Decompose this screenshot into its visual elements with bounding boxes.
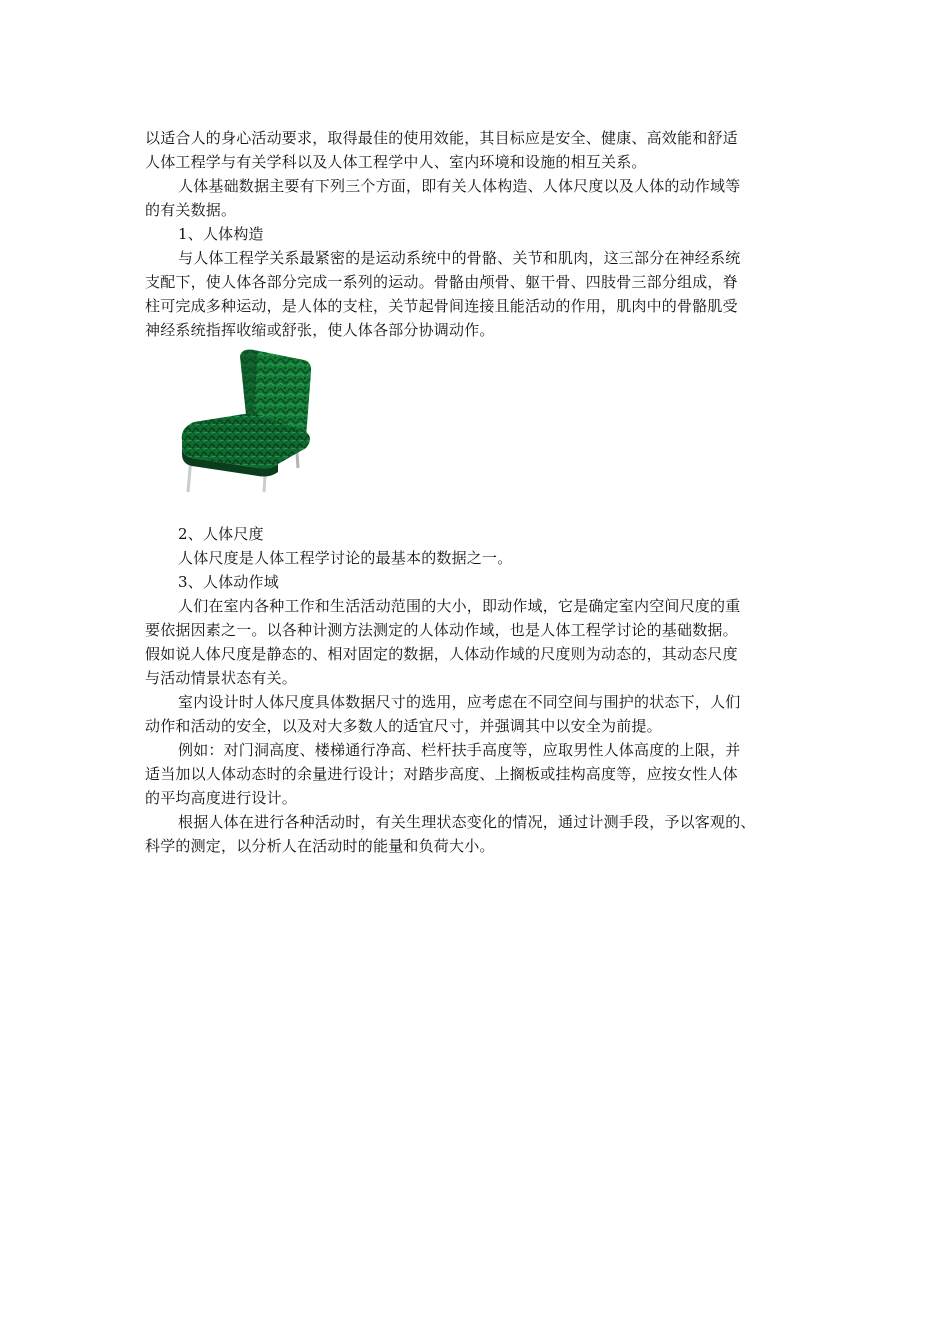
text-line: 室内设计时人体尺度具体数据尺寸的选用，应考虑在不同空间与围护的状态下，人们 (178, 693, 741, 711)
text-line: 以适合人的身心活动要求，取得最佳的使用效能，其目标应是安全、健康、高效能和舒适 (145, 129, 738, 147)
paragraph-block-dimensions (145, 522, 825, 858)
text-line: 柱可完成多种运动，是人体的支柱，关节起骨间连接且能活动的作用，肌肉中的骨骼肌受 (145, 297, 738, 315)
text-line: 1、人体构造 (178, 225, 264, 243)
text-line: 适当加以人体动态时的余量进行设计；对踏步高度、上搁板或挂构高度等，应按女性人体 (145, 765, 738, 783)
text-line: 的有关数据。 (145, 201, 237, 219)
text-line: 要依据因素之一。以各种计测方法测定的人体动作域，也是人体工程学讨论的基础数据。 (145, 621, 738, 639)
text-line: 3、人体动作域 (178, 573, 279, 591)
text-line: 支配下，使人体各部分完成一系列的运动。骨骼由颅骨、躯干骨、四肢骨三部分组成，脊 (145, 273, 738, 291)
text-line: 的平均高度进行设计。 (145, 789, 298, 807)
text-line: 人们在室内各种工作和生活活动范围的大小，即动作域，它是确定室内空间尺度的重 (178, 597, 741, 615)
text-line: 人体工程学与有关学科以及人体工程学中人、室内环境和设施的相互关系。 (145, 153, 647, 171)
text-line: 2、人体尺度 (178, 525, 264, 543)
document-body (145, 126, 825, 858)
chair-figure (178, 346, 318, 496)
green-chair-icon (178, 346, 318, 496)
text-line: 科学的测定，以分析人在活动时的能量和负荷大小。 (145, 837, 495, 855)
text-line: 假如说人体尺度是静态的、相对固定的数据，人体动作域的尺度则为动态的，其动态尺度 (145, 645, 738, 663)
paragraph-block-intro (145, 126, 825, 342)
text-line: 人体基础数据主要有下列三个方面，即有关人体构造、人体尺度以及人体的动作域等 (178, 177, 741, 195)
text-line: 动作和活动的安全，以及对大多数人的适宜尺寸，并强调其中以安全为前提。 (145, 717, 662, 735)
text-line: 与人体工程学关系最紧密的是运动系统中的骨骼、关节和肌肉，这三部分在神经系统 (178, 249, 741, 267)
text-line: 根据人体在进行各种活动时，有关生理状态变化的情况，通过计测手段，予以客观的、 (178, 813, 756, 831)
text-line: 例如：对门洞高度、楼梯通行净高、栏杆扶手高度等，应取男性人体高度的上限，并 (178, 741, 741, 759)
text-line: 人体尺度是人体工程学讨论的最基本的数据之一。 (178, 549, 513, 567)
text-line: 神经系统指挥收缩或舒张，使人体各部分协调动作。 (145, 321, 495, 339)
text-line: 与活动情景状态有关。 (145, 669, 298, 687)
